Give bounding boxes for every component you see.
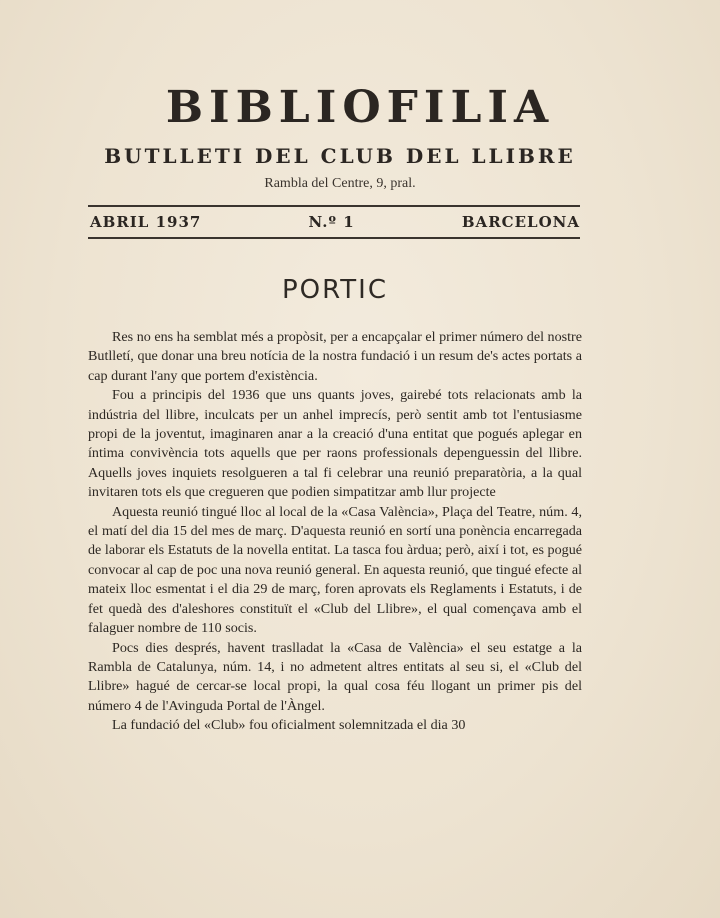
- issue-date: ABRIL 1937: [90, 213, 202, 231]
- article-paragraph: Aquesta reunió tingué lloc al local de la «Casa València», Plaça del Teatre, núm. 4, el matí del dia 15 del mes de març. D'aquesta reunió en sortí una ponència encarregada de laborar els Estatuts de la novella entitat. La tasca fou àrdua; però, així i tot, es pogué convocar al cap de poc una nova reunió general. En aquesta reunió, que tingué efecte al mateix lloc esmentat i el dia 29 de març, foren aprovats els Reglaments i Estatuts, i de fet quedà des d'aleshores constituït el «Club del Llibre», el qual començava amb el falaguer nombre de 110 socis.: [88, 503, 582, 637]
- journal-title: BIBLIOFILIA: [165, 82, 555, 133]
- article-body: [88, 328, 582, 736]
- article-paragraph: Pocs dies després, havent traslladat la «Casa de València» el seu estatge a la Rambla de Catalunya, núm. 14, i no admetent altres entitats al seu si, el «Club del Llibre» hagué de cercar-se local propi, la qual cosa féu llogant un primer pis del número 4 de l'Avinguda Portal de l'Àngel.: [88, 639, 582, 714]
- journal-address: Rambla del Centre, 9, pral.: [264, 176, 416, 191]
- issue-number: N.º 1: [308, 213, 355, 231]
- header-rule-top: [88, 205, 580, 207]
- article-paragraph: La fundació del «Club» fou oficialment solemnitzada el dia 30: [112, 717, 466, 734]
- article-paragraph: Res no ens ha semblat més a propòsit, per a encapçalar el primer número del nostre Butlletí, que donar una breu notícia de la nostra fundació i un resum de's actes portats a cap durant l'any que portem d'existència.: [88, 329, 582, 384]
- journal-subtitle: BUTLLETI DEL CLUB DEL LLIBRE: [104, 144, 576, 168]
- article-title: PORTIC: [281, 275, 389, 305]
- issue-info-row: [90, 211, 580, 233]
- issue-city: BARCELONA: [461, 213, 580, 231]
- article-paragraph: Fou a principis del 1936 que uns quants joves, gairebé tots relacionats amb la indústria del llibre, inculcats per un anhel imprecís, però sentit amb tot l'entusiasme propi de la joventut, imaginaren anar a la creació d'una entitat que pogués aplegar en íntima convivència tots aquells que per raons professionals depenguessin del llibre. Aquells joves inquiets resolgueren a tal fi celebrar una reunió preparatòria, a la qual invitaren tots els que cregueren que podien simpatitzar amb llur projecte: [88, 387, 582, 501]
- header-rule-bottom: [88, 237, 580, 239]
